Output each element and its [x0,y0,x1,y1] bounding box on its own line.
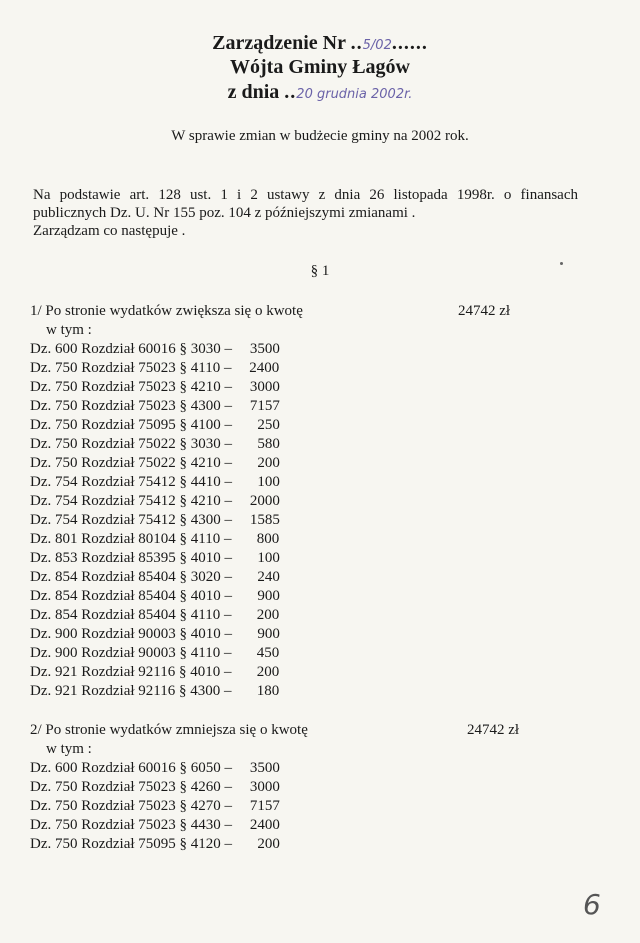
date-prefix: z dnia [227,81,285,103]
budget-line-label: Dz. 754 Rozdział 75412 § 4300 – [30,512,236,528]
budget-line-value: 100 [257,474,280,490]
section-sub-label: w tym : [46,741,92,757]
issuer-line: Wójta Gminy Łagów [230,56,410,78]
budget-line-label: Dz. 854 Rozdział 85404 § 4110 – [30,607,236,623]
budget-line-label: Dz. 900 Rozdział 90003 § 4110 – [30,645,236,661]
budget-line [30,473,560,492]
number-dots-right: ...... [391,32,428,54]
budget-line [30,340,560,359]
budget-line [30,549,560,568]
budget-line-label: Dz. 750 Rozdział 75095 § 4100 – [30,417,236,433]
basis-line-3: Zarządzam co następuje . [33,223,186,239]
section-heading-text: 2/ Po stronie wydatków zmniejsza się o kwotę [30,722,308,738]
number-dots-left: .. [350,32,363,54]
budget-line-label: Dz. 750 Rozdział 75023 § 4110 – [30,360,236,376]
document-title [0,32,640,55]
title-prefix: Zarządzenie Nr [212,32,351,54]
basis-line-1: Na podstawie art. 128 ust. 1 i 2 ustawy z dnia 26 listopada 1998r. o finansach [33,187,578,203]
section-increase [30,302,560,701]
budget-line-value: 3500 [249,341,280,357]
budget-line-value: 250 [257,417,280,433]
budget-line-value: 800 [256,531,280,547]
budget-line-value: 900 [257,588,280,604]
budget-line [30,416,560,435]
budget-line [30,454,560,473]
budget-line-label: Dz. 600 Rozdział 60016 § 6050 – [30,760,236,776]
handwritten-number: 5/02 [362,38,392,53]
section-heading [30,721,560,740]
budget-line-label: Dz. 750 Rozdział 75023 § 4300 – [30,398,236,414]
budget-line-label: Dz. 750 Rozdział 75023 § 4260 – [30,779,236,795]
budget-line [30,644,560,663]
budget-line-label: Dz. 600 Rozdział 60016 § 3030 – [30,341,236,357]
budget-line-value: 3500 [249,760,280,776]
budget-line-value: 2000 [249,493,280,509]
scan-speck [560,262,563,265]
budget-line [30,682,560,701]
section-decrease [30,721,560,854]
budget-line [30,568,560,587]
budget-line-value: 580 [257,436,280,452]
budget-line-label: Dz. 750 Rozdział 75023 § 4430 – [30,817,236,833]
section-sub-label: w tym : [46,322,92,338]
budget-line [30,606,560,625]
section-rows [30,759,560,854]
budget-line-value: 200 [256,607,280,623]
budget-line-label: Dz. 750 Rozdział 75023 § 4210 – [30,379,236,395]
budget-line [30,492,560,511]
budget-line [30,797,560,816]
budget-line-value: 3000 [249,779,280,795]
section-heading [30,302,560,321]
budget-line [30,587,560,606]
budget-line [30,378,560,397]
basis-line-2: publicznych Dz. U. Nr 155 poz. 104 z późniejszymi zmianami . [33,205,416,221]
budget-line-label: Dz. 921 Rozdział 92116 § 4010 – [30,664,236,680]
budget-line [30,625,560,644]
budget-line-label: Dz. 754 Rozdział 75412 § 4210 – [30,493,236,509]
section-amount: 24742 zł [467,722,520,738]
budget-line-label: Dz. 900 Rozdział 90003 § 4010 – [30,626,236,642]
budget-line-label: Dz. 750 Rozdział 75022 § 4210 – [30,455,236,471]
budget-line-value: 100 [257,550,280,566]
budget-line-value: 2400 [249,360,280,376]
date-dots-left: .. [284,81,297,103]
budget-line-label: Dz. 854 Rozdział 85404 § 4010 – [30,588,236,604]
budget-line-value: 2400 [249,817,280,833]
handwritten-page-number: 6 [583,888,601,921]
budget-line [30,511,560,530]
budget-line [30,530,560,549]
budget-line-value: 200 [256,664,280,680]
budget-line [30,835,560,854]
budget-line [30,397,560,416]
budget-line-value: 7157 [249,398,280,414]
budget-line-value: 200 [257,836,280,852]
document-subject: W sprawie zmian w budżecie gminy na 2002 rok. [171,128,469,144]
budget-line-value: 450 [256,645,280,661]
budget-line-value: 200 [257,455,280,471]
budget-line-value: 3000 [249,379,280,395]
budget-line-value: 7157 [249,798,280,814]
budget-line-label: Dz. 754 Rozdział 75412 § 4410 – [30,474,236,490]
budget-line [30,816,560,835]
budget-line [30,663,560,682]
budget-line-label: Dz. 750 Rozdział 75095 § 4120 – [30,836,236,852]
section-rows [30,340,560,701]
handwritten-date: 20 grudnia 2002r. [296,87,413,102]
budget-line [30,778,560,797]
budget-line-label: Dz. 750 Rozdział 75023 § 4270 – [30,798,236,814]
budget-line [30,435,560,454]
budget-line-label: Dz. 921 Rozdział 92116 § 4300 – [30,683,236,699]
section-amount: 24742 zł [458,303,511,319]
section-heading-text: 1/ Po stronie wydatków zwiększa się o kwotę [30,303,303,319]
budget-line-label: Dz. 853 Rozdział 85395 § 4010 – [30,550,236,566]
budget-line [30,759,560,778]
budget-line-value: 240 [257,569,280,585]
legal-basis [33,186,578,240]
budget-line-label: Dz. 854 Rozdział 85404 § 3020 – [30,569,236,585]
budget-line-value: 1585 [249,512,280,528]
budget-line-value: 900 [257,626,280,642]
date-line [0,81,640,104]
budget-line-value: 180 [256,683,280,699]
budget-line-label: Dz. 750 Rozdział 75022 § 3030 – [30,436,236,452]
budget-line-label: Dz. 801 Rozdział 80104 § 4110 – [30,531,236,547]
budget-line [30,359,560,378]
paragraph-mark: § 1 [310,263,330,279]
